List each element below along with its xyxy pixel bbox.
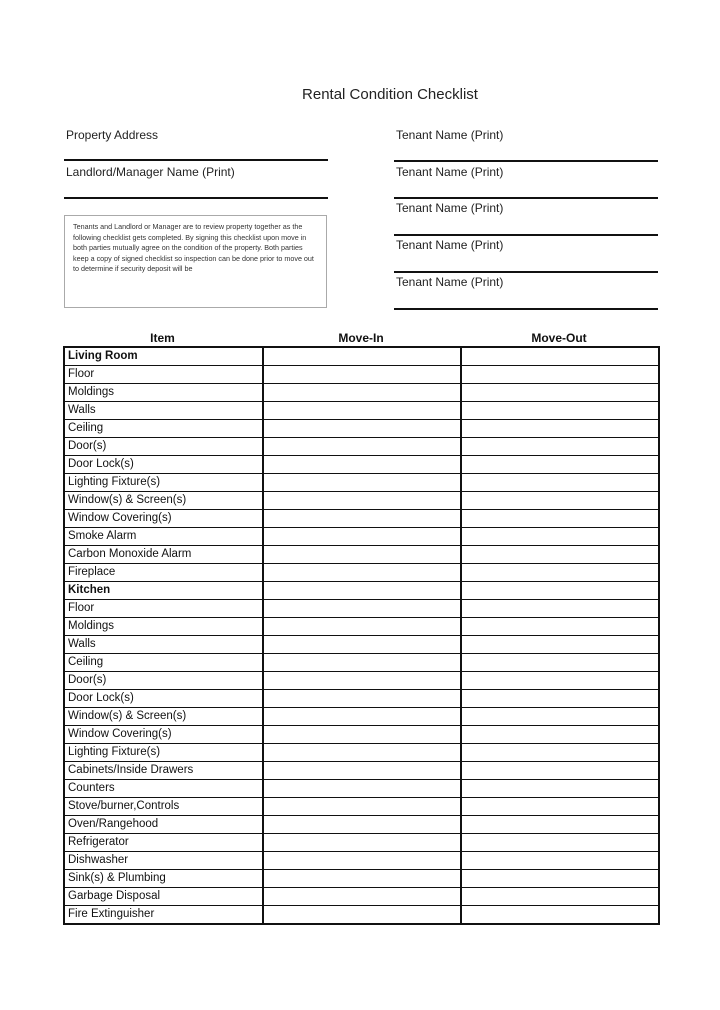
column-header-move-in: Move-In xyxy=(338,331,384,345)
item-label: Window Covering(s) xyxy=(64,510,263,528)
move-in-cell[interactable] xyxy=(263,870,461,888)
table-row xyxy=(64,816,659,834)
table-row xyxy=(64,852,659,870)
table-row xyxy=(64,654,659,672)
move-out-cell[interactable] xyxy=(461,384,659,402)
item-label: Oven/Rangehood xyxy=(64,816,263,834)
move-out-cell[interactable] xyxy=(461,510,659,528)
property-address-line[interactable] xyxy=(64,159,328,161)
table-row xyxy=(64,510,659,528)
item-label: Stove/burner,Controls xyxy=(64,798,263,816)
table-row xyxy=(64,474,659,492)
section-row xyxy=(64,347,659,366)
move-in-cell[interactable] xyxy=(263,744,461,762)
property-address-label: Property Address xyxy=(66,128,159,142)
move-out-cell[interactable] xyxy=(461,528,659,546)
move-in-cell[interactable] xyxy=(263,834,461,852)
move-in-cell[interactable] xyxy=(263,546,461,564)
item-label: Floor xyxy=(64,600,263,618)
move-out-cell[interactable] xyxy=(461,816,659,834)
table-row xyxy=(64,870,659,888)
move-out-cell[interactable] xyxy=(461,852,659,870)
move-in-cell[interactable] xyxy=(263,438,461,456)
landlord-name-label: Landlord/Manager Name (Print) xyxy=(66,165,235,179)
move-out-cell[interactable] xyxy=(461,420,659,438)
move-out-cell[interactable] xyxy=(461,546,659,564)
move-out-cell[interactable] xyxy=(461,582,659,600)
move-out-cell[interactable] xyxy=(461,744,659,762)
document-title: Rental Condition Checklist xyxy=(302,86,478,103)
table-row xyxy=(64,366,659,384)
item-label: Dishwasher xyxy=(64,852,263,870)
move-in-cell[interactable] xyxy=(263,420,461,438)
move-in-cell[interactable] xyxy=(263,402,461,420)
tenant-name-line-5[interactable] xyxy=(394,308,658,310)
move-out-cell[interactable] xyxy=(461,708,659,726)
table-row xyxy=(64,420,659,438)
move-in-cell[interactable] xyxy=(263,780,461,798)
item-label: Sink(s) & Plumbing xyxy=(64,870,263,888)
move-out-cell[interactable] xyxy=(461,474,659,492)
item-label: Moldings xyxy=(64,384,263,402)
move-out-cell[interactable] xyxy=(461,672,659,690)
instructions-notice: Tenants and Landlord or Manager are to review property together as the following checklist gets completed. By signing this checklist upon move in both parties mutually agree on the condition of the property. Both parties keep a copy of signed checklist so inspection can be done prior to move out to determine if security deposit will be xyxy=(64,215,327,308)
move-in-cell[interactable] xyxy=(263,492,461,510)
move-in-cell[interactable] xyxy=(263,708,461,726)
item-label: Walls xyxy=(64,402,263,420)
move-out-cell[interactable] xyxy=(461,618,659,636)
move-in-cell[interactable] xyxy=(263,528,461,546)
item-label: Floor xyxy=(64,366,263,384)
item-label: Lighting Fixture(s) xyxy=(64,744,263,762)
move-out-cell[interactable] xyxy=(461,600,659,618)
move-in-cell[interactable] xyxy=(263,510,461,528)
item-label: Walls xyxy=(64,636,263,654)
move-out-cell[interactable] xyxy=(461,690,659,708)
item-label: Fire Extinguisher xyxy=(64,906,263,925)
table-row xyxy=(64,564,659,582)
section-label: Kitchen xyxy=(64,582,263,600)
move-out-cell[interactable] xyxy=(461,456,659,474)
tenant-name-label-2: Tenant Name (Print) xyxy=(396,165,504,179)
move-out-cell[interactable] xyxy=(461,870,659,888)
table-row xyxy=(64,546,659,564)
move-in-cell[interactable] xyxy=(263,852,461,870)
move-out-cell[interactable] xyxy=(461,366,659,384)
table-row xyxy=(64,762,659,780)
move-out-cell[interactable] xyxy=(461,726,659,744)
move-in-cell[interactable] xyxy=(263,474,461,492)
move-in-cell[interactable] xyxy=(263,582,461,600)
move-out-cell[interactable] xyxy=(461,798,659,816)
item-label: Ceiling xyxy=(64,654,263,672)
tenant-name-label-4: Tenant Name (Print) xyxy=(396,238,504,252)
move-in-cell[interactable] xyxy=(263,798,461,816)
column-header-move-out: Move-Out xyxy=(531,331,587,345)
tenant-name-line-2[interactable] xyxy=(394,197,658,199)
move-in-cell[interactable] xyxy=(263,600,461,618)
item-label: Fireplace xyxy=(64,564,263,582)
tenant-name-line-3[interactable] xyxy=(394,234,658,236)
item-label: Window(s) & Screen(s) xyxy=(64,708,263,726)
table-row xyxy=(64,384,659,402)
table-row xyxy=(64,492,659,510)
move-out-cell[interactable] xyxy=(461,402,659,420)
move-in-cell[interactable] xyxy=(263,762,461,780)
item-label: Garbage Disposal xyxy=(64,888,263,906)
section-label: Living Room xyxy=(64,347,263,366)
move-out-cell[interactable] xyxy=(461,834,659,852)
tenant-name-label-1: Tenant Name (Print) xyxy=(396,128,504,142)
item-label: Refrigerator xyxy=(64,834,263,852)
item-label: Carbon Monoxide Alarm xyxy=(64,546,263,564)
condition-checklist-table xyxy=(63,346,660,925)
table-row xyxy=(64,456,659,474)
item-label: Moldings xyxy=(64,618,263,636)
item-label: Lighting Fixture(s) xyxy=(64,474,263,492)
move-in-cell[interactable] xyxy=(263,384,461,402)
move-in-cell[interactable] xyxy=(263,636,461,654)
table-row xyxy=(64,726,659,744)
table-row xyxy=(64,672,659,690)
move-out-cell[interactable] xyxy=(461,888,659,906)
tenant-name-label-3: Tenant Name (Print) xyxy=(396,201,504,215)
item-label: Ceiling xyxy=(64,420,263,438)
table-row xyxy=(64,888,659,906)
table-row xyxy=(64,834,659,852)
item-label: Door(s) xyxy=(64,438,263,456)
move-in-cell[interactable] xyxy=(263,366,461,384)
move-in-cell[interactable] xyxy=(263,654,461,672)
move-out-cell[interactable] xyxy=(461,564,659,582)
table-row xyxy=(64,798,659,816)
item-label: Window Covering(s) xyxy=(64,726,263,744)
move-in-cell[interactable] xyxy=(263,816,461,834)
table-row xyxy=(64,438,659,456)
table-row xyxy=(64,528,659,546)
item-label: Door(s) xyxy=(64,672,263,690)
item-label: Counters xyxy=(64,780,263,798)
table-row xyxy=(64,906,659,925)
move-out-cell[interactable] xyxy=(461,347,659,366)
table-row xyxy=(64,636,659,654)
move-in-cell[interactable] xyxy=(263,906,461,925)
table-row xyxy=(64,780,659,798)
landlord-name-line[interactable] xyxy=(64,197,328,199)
move-out-cell[interactable] xyxy=(461,492,659,510)
item-label: Door Lock(s) xyxy=(64,690,263,708)
move-in-cell[interactable] xyxy=(263,888,461,906)
move-in-cell[interactable] xyxy=(263,564,461,582)
item-label: Window(s) & Screen(s) xyxy=(64,492,263,510)
table-row xyxy=(64,402,659,420)
tenant-name-label-5: Tenant Name (Print) xyxy=(396,275,504,289)
move-in-cell[interactable] xyxy=(263,726,461,744)
move-out-cell[interactable] xyxy=(461,654,659,672)
tenant-name-line-1[interactable] xyxy=(394,160,658,162)
move-in-cell[interactable] xyxy=(263,690,461,708)
section-row xyxy=(64,582,659,600)
table-row xyxy=(64,690,659,708)
move-out-cell[interactable] xyxy=(461,438,659,456)
move-out-cell[interactable] xyxy=(461,636,659,654)
table-row xyxy=(64,618,659,636)
move-in-cell[interactable] xyxy=(263,618,461,636)
table-row xyxy=(64,744,659,762)
table-row xyxy=(64,600,659,618)
move-out-cell[interactable] xyxy=(461,780,659,798)
move-in-cell[interactable] xyxy=(263,347,461,366)
column-header-item: Item xyxy=(150,331,175,345)
item-label: Cabinets/Inside Drawers xyxy=(64,762,263,780)
move-out-cell[interactable] xyxy=(461,906,659,925)
item-label: Smoke Alarm xyxy=(64,528,263,546)
tenant-name-line-4[interactable] xyxy=(394,271,658,273)
move-in-cell[interactable] xyxy=(263,456,461,474)
move-in-cell[interactable] xyxy=(263,672,461,690)
item-label: Door Lock(s) xyxy=(64,456,263,474)
table-row xyxy=(64,708,659,726)
move-out-cell[interactable] xyxy=(461,762,659,780)
